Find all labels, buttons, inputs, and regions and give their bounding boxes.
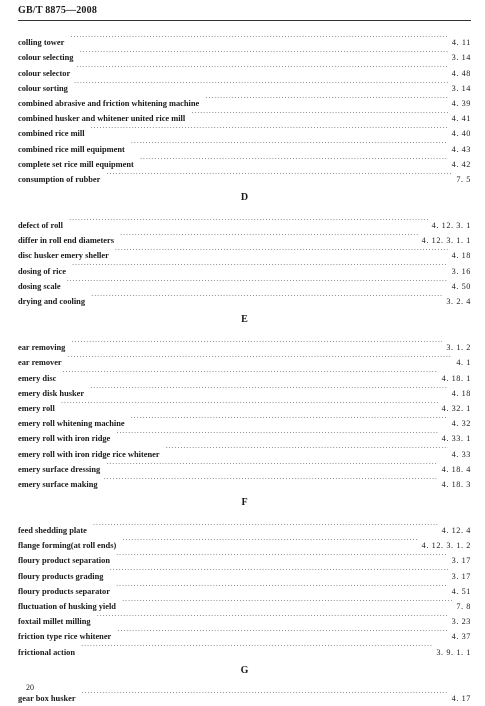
index-term: emery disk husker — [18, 388, 85, 398]
index-entry — [18, 518, 471, 536]
dot-leader — [116, 426, 437, 441]
header-rule — [18, 20, 471, 21]
clause-reference: 4. 18 — [451, 251, 471, 261]
dot-leader — [106, 167, 452, 182]
dot-leader — [91, 289, 442, 304]
clause-reference: 4. 39 — [451, 98, 471, 108]
clause-reference: 3. 23 — [451, 617, 471, 627]
index-entry — [18, 76, 471, 91]
index-term: ear remover — [18, 358, 62, 368]
section-letter-e: E — [241, 314, 248, 325]
dot-leader — [71, 335, 442, 350]
index-entry — [18, 365, 471, 383]
dot-leader — [122, 594, 452, 609]
clause-reference: 4. 18. 1 — [441, 373, 471, 383]
index-term: floury product separation — [18, 556, 110, 566]
index-term: complete set rice mill equipment — [18, 159, 134, 169]
index-term: differ in roll end diameters — [18, 236, 114, 246]
index-entry — [18, 258, 471, 276]
clause-reference: 3. 17 — [451, 556, 471, 566]
index-term: feed shedding plate — [18, 526, 87, 536]
dot-leader — [70, 30, 448, 45]
clause-reference: 4. 50 — [451, 281, 471, 291]
index-term: frictional action — [18, 647, 75, 657]
index-term: ear removing — [18, 343, 66, 353]
clause-reference: 4. 1 — [456, 358, 471, 368]
index-entry — [18, 350, 471, 368]
index-term: foxtail millet milling — [18, 617, 91, 627]
index-term: colour sorting — [18, 83, 68, 93]
index-term: consumption of rubber — [18, 174, 101, 184]
index-term: emery roll with iron ridge — [18, 434, 111, 444]
clause-reference: 3. 9. 1. 1 — [436, 647, 471, 657]
dot-leader — [82, 686, 448, 701]
clause-reference: 4. 12. 3. 1 — [431, 221, 471, 231]
index-term: floury products grading — [18, 571, 104, 581]
dot-leader — [117, 624, 447, 639]
dot-leader — [205, 91, 447, 106]
clause-reference: 3. 17 — [451, 571, 471, 581]
dot-leader — [91, 121, 448, 136]
index-term: drying and cooling — [18, 297, 86, 306]
index-entry — [18, 396, 471, 411]
index-entry — [18, 335, 471, 353]
clause-reference: 4. 32 — [451, 419, 471, 429]
section-letter-g: G — [240, 664, 249, 676]
page-number: 20 — [26, 683, 34, 692]
index-term: colour selecting — [18, 53, 74, 63]
dot-leader — [116, 548, 448, 563]
index-entry — [18, 411, 471, 429]
dot-leader — [69, 213, 428, 228]
clause-reference: 4. 40 — [451, 129, 471, 139]
index-term: floury products separator — [18, 586, 110, 596]
index-entry — [18, 91, 471, 106]
clause-reference: 4. 33 — [451, 449, 471, 459]
clause-reference: 3. 1. 2 — [446, 343, 471, 353]
dot-leader — [79, 45, 447, 60]
index-entry — [18, 30, 471, 48]
index-term: combined rice mill equipment — [18, 144, 125, 154]
index-term: flange forming(at roll ends) — [18, 541, 117, 551]
index-term: combined husker and whitener united rice mill — [18, 114, 186, 124]
index-term: disc husker emery sheller — [18, 251, 109, 261]
index-term: combined abrasive and friction whitening machine — [18, 98, 200, 108]
clause-reference: 4. 18. 4 — [441, 464, 471, 474]
clause-reference: 4. 17 — [451, 693, 471, 703]
clause-reference: 4. 42 — [451, 159, 471, 169]
index-entry — [18, 45, 471, 63]
dot-leader — [74, 76, 448, 91]
dot-leader — [115, 243, 448, 258]
dot-leader — [104, 472, 438, 487]
clause-reference: 4. 33. 1 — [441, 434, 471, 444]
clause-reference: 4. 12. 4 — [441, 526, 471, 536]
clause-reference: 4. 41 — [451, 114, 471, 124]
index-term: dosing scale — [18, 281, 61, 291]
index-entry — [18, 60, 471, 78]
index-term: fluctuation of husking yield — [18, 602, 116, 611]
index-term: friction type rice whitener — [18, 632, 112, 642]
index-entry — [18, 686, 471, 701]
index-list — [18, 30, 471, 701]
index-entry — [18, 228, 471, 246]
dot-leader — [72, 258, 448, 273]
clause-reference: 3. 2. 4 — [446, 297, 471, 306]
dot-leader — [166, 441, 448, 456]
clause-reference: 3. 14 — [451, 83, 471, 93]
dot-leader — [61, 396, 438, 411]
dot-leader — [81, 639, 432, 654]
index-term: emery surface dressing — [18, 464, 101, 474]
clause-reference: 4. 51 — [451, 586, 471, 596]
dot-leader — [131, 136, 448, 151]
index-term: emery disc — [18, 373, 57, 383]
index-term: defect of roll — [18, 221, 63, 231]
dot-leader — [97, 609, 448, 624]
clause-reference: 4. 32. 1 — [441, 403, 471, 413]
clause-reference: 4. 37 — [451, 632, 471, 642]
clause-reference: 7. 5 — [456, 174, 471, 184]
index-term: dosing of rice — [18, 266, 66, 276]
dot-leader — [120, 228, 418, 243]
dot-leader — [109, 563, 447, 578]
clause-reference: 4. 48 — [451, 68, 471, 78]
dot-leader — [68, 350, 453, 365]
index-term: emery roll whitening machine — [18, 419, 125, 429]
dot-leader — [93, 518, 438, 533]
index-entry — [18, 213, 471, 231]
dot-leader — [90, 381, 448, 396]
index-entry — [18, 639, 471, 657]
dot-leader — [62, 365, 437, 380]
dot-leader — [140, 152, 448, 167]
index-entry — [18, 289, 471, 304]
dot-leader — [116, 579, 448, 594]
clause-reference: 3. 16 — [451, 266, 471, 276]
dot-leader — [122, 533, 417, 548]
clause-reference: 4. 43 — [451, 144, 471, 154]
index-term: emery roll with iron ridge rice whitener — [18, 449, 160, 459]
index-term: emery surface making — [18, 479, 98, 489]
index-entry — [18, 381, 471, 396]
index-entry — [18, 274, 471, 289]
clause-reference: 4. 11 — [451, 38, 471, 48]
index-term: gear box husker — [18, 693, 76, 703]
index-term: colour selector — [18, 68, 71, 78]
standard-header: GB/T 8875—2008 — [18, 5, 98, 16]
clause-reference: 4. 18. 3 — [441, 479, 471, 489]
dot-leader — [191, 106, 447, 121]
section-letter-d: D — [240, 191, 249, 203]
index-term: emery roll — [18, 403, 55, 413]
dot-leader — [106, 457, 437, 472]
clause-reference: 4. 18 — [451, 388, 471, 398]
dot-leader — [131, 411, 448, 426]
clause-reference: 4. 12. 3. 1. 1 — [421, 236, 471, 246]
clause-reference: 3. 14 — [451, 53, 471, 63]
section-letter-f: F — [241, 496, 248, 508]
clause-reference: 7. 8 — [456, 602, 471, 611]
dot-leader — [76, 60, 447, 75]
dot-leader — [67, 274, 448, 289]
index-term: combined rice mill — [18, 129, 85, 139]
index-term: colling tower — [18, 38, 65, 48]
clause-reference: 4. 12. 3. 1. 2 — [421, 541, 471, 551]
